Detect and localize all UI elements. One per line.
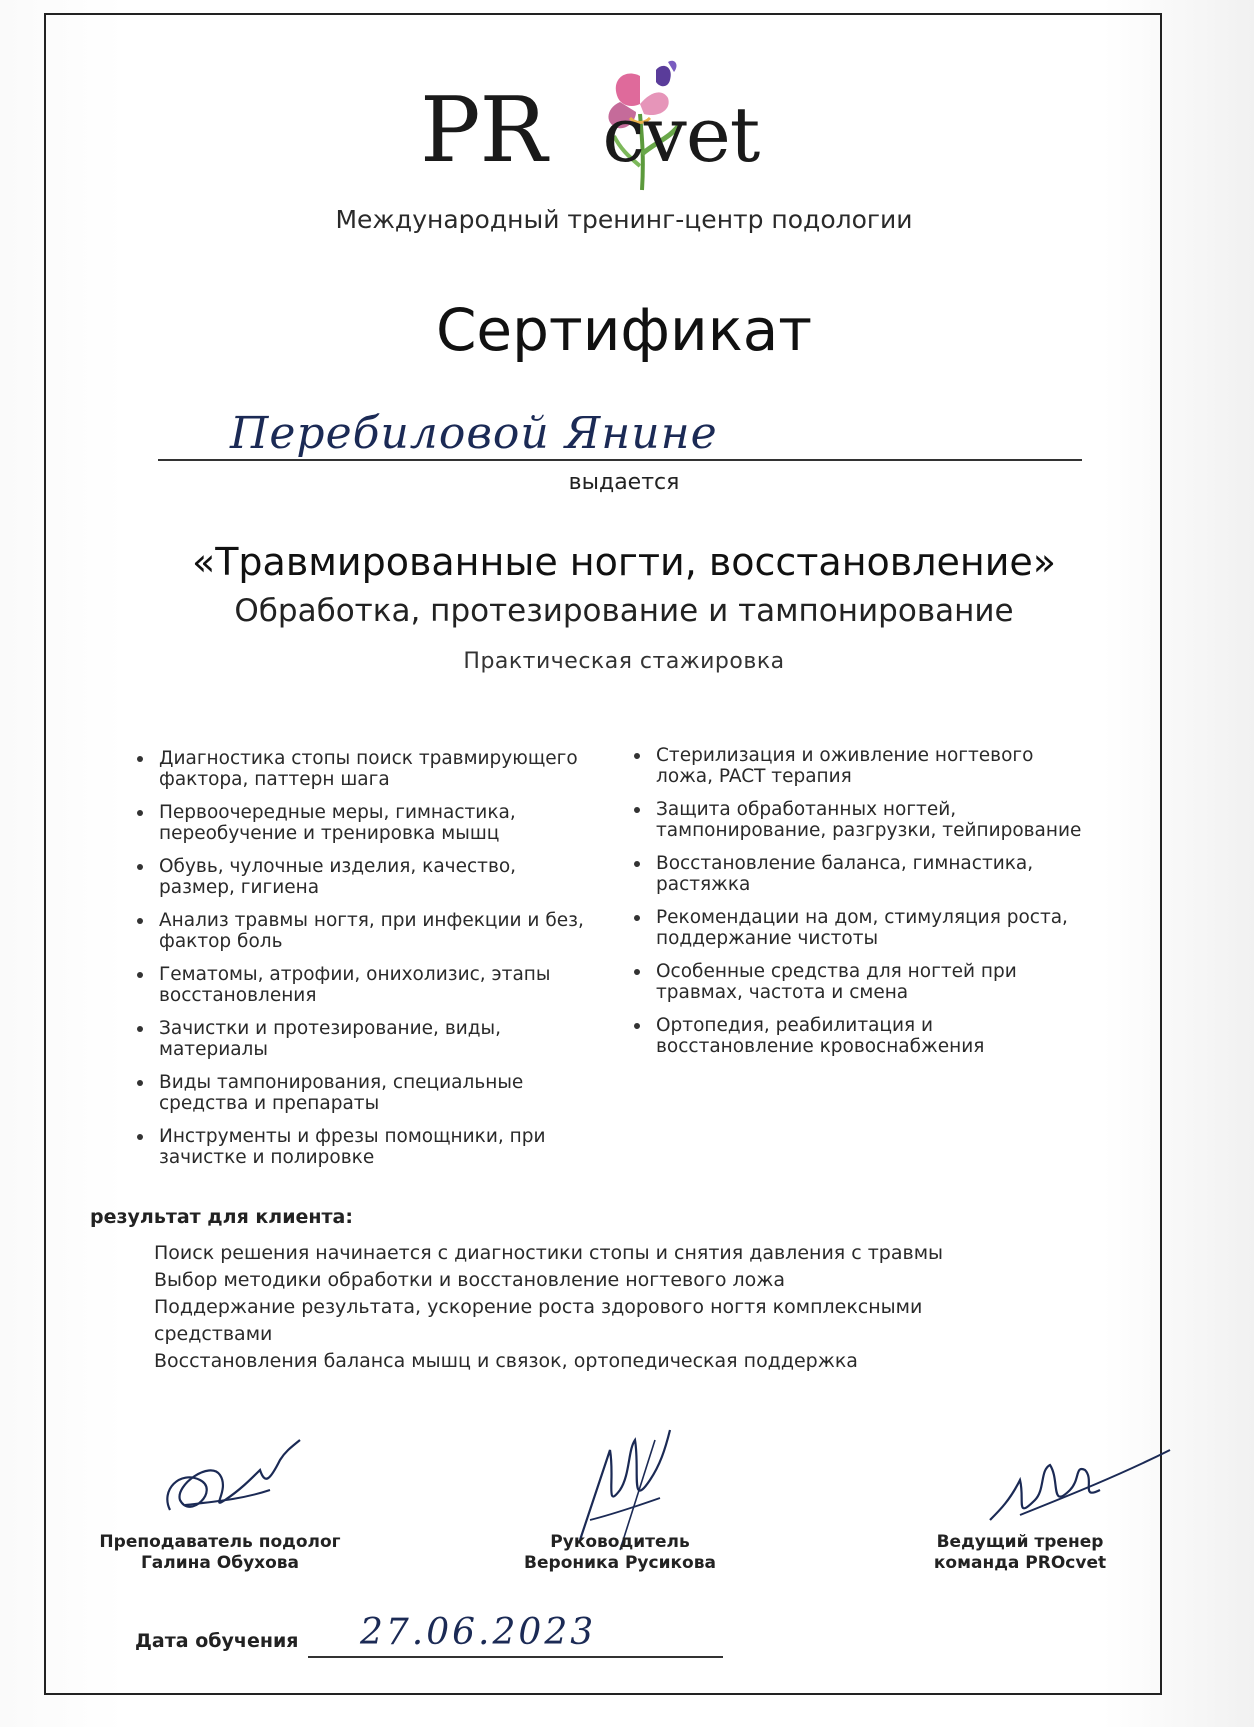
list-item: Диагностика стопы поиск травмирующего фактора, паттерн шага xyxy=(135,748,595,790)
results-list xyxy=(154,1240,1034,1375)
list-item: Первоочередные меры, гимнастика, переобучение и тренировка мышц xyxy=(135,802,595,844)
list-item: Виды тампонирования, специальные средства и препараты xyxy=(135,1072,595,1114)
certificate-title: Сертификат xyxy=(435,296,813,364)
list-item: Обувь, чулочные изделия, качество, размер, гигиена xyxy=(135,856,595,898)
result-line: Выбор методики обработки и восстановление ногтевого ложа xyxy=(154,1269,786,1291)
list-item: Гематомы, атрофии, онихолизис, этапы восстановления xyxy=(135,964,595,1006)
trainer-signature xyxy=(980,1440,1180,1540)
teacher-signature-block xyxy=(90,1532,350,1574)
result-line: Восстановления баланса мышц и связок, ортопедическая поддержка xyxy=(154,1350,858,1372)
course-subtitle: Обработка, протезирование и тампонирование xyxy=(234,593,1014,629)
logo-wordmark xyxy=(420,78,840,183)
results-label: результат для клиента: xyxy=(90,1206,353,1228)
issued-label: выдается xyxy=(568,470,680,495)
list-item: Зачистки и протезирование, виды, материалы xyxy=(135,1018,595,1060)
result-line: Поддержание результата, ускорение роста здорового ногтя комплексными средствами xyxy=(154,1296,923,1345)
topics-right-column xyxy=(632,745,1092,1069)
topics-left-column xyxy=(135,748,595,1180)
list-item: Восстановление баланса, гимнастика, растяжка xyxy=(632,853,1092,895)
head-name: Вероника Русикова xyxy=(524,1553,716,1573)
trainer-name: команда PROcvet xyxy=(933,1553,1107,1573)
logo-text-cvet: cvet xyxy=(602,90,760,179)
recipient-name-line xyxy=(158,459,1082,461)
list-item: Рекомендации на дом, стимуляция роста, поддержание чистоты xyxy=(632,907,1092,949)
teacher-role: Преподаватель подолог xyxy=(99,1532,341,1552)
date-value: 27.06.2023 xyxy=(360,1612,597,1653)
list-item: Анализ травмы ногтя, при инфекции и без, фактор боль xyxy=(135,910,595,952)
recipient-name: Перебиловой Янине xyxy=(230,408,718,459)
list-item: Стерилизация и оживление ногтевого ложа, PACT терапия xyxy=(632,745,1092,787)
course-title: «Травмированные ногти, восстановление» xyxy=(191,540,1057,584)
logo xyxy=(420,58,840,208)
list-item: Защита обработанных ногтей, тампонирование, разгрузки, тейпирование xyxy=(632,799,1092,841)
teacher-name: Галина Обухова xyxy=(140,1553,300,1573)
date-label: Дата обучения xyxy=(135,1630,299,1652)
list-item: Особенные средства для ногтей при травмах, частота и смена xyxy=(632,961,1092,1003)
head-signature-block xyxy=(500,1532,740,1574)
date-line xyxy=(308,1656,723,1658)
course-type: Практическая стажировка xyxy=(463,649,785,674)
trainer-signature-block xyxy=(900,1532,1140,1574)
result-line: Поиск решения начинается с диагностики стопы и снятия давления с травмы xyxy=(154,1242,944,1264)
teacher-signature xyxy=(150,1430,310,1540)
trainer-role: Ведущий тренер xyxy=(936,1532,1104,1552)
organization-subtitle: Международный тренинг-центр подологии xyxy=(335,205,913,234)
list-item: Ортопедия, реабилитация и восстановление кровоснабжения xyxy=(632,1015,1092,1057)
logo-text-pr: PR xyxy=(420,78,547,183)
head-role: Руководитель xyxy=(550,1532,690,1552)
list-item: Инструменты и фрезы помощники, при зачистке и полировке xyxy=(135,1126,595,1168)
